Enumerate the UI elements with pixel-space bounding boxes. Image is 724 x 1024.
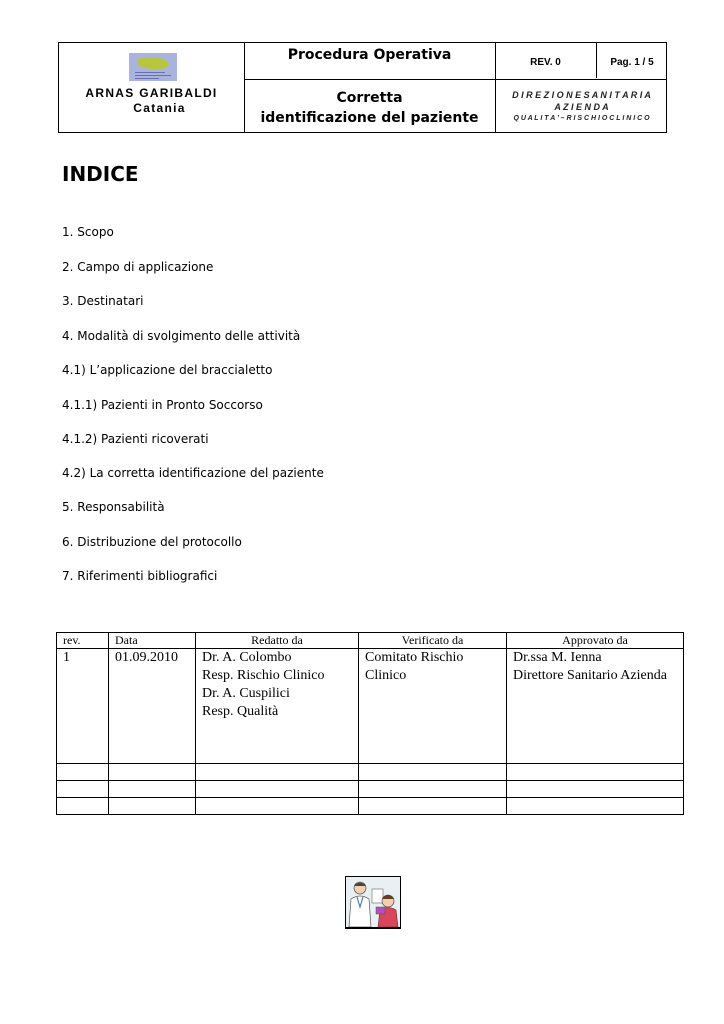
toc-item: 2. Campo di applicazione [62,260,214,274]
col-header-verificato: Verificato da [359,633,507,649]
doctor-patient-icon [345,876,401,929]
page-number: Pag. 1 / 5 [610,57,654,68]
redatto-line: Resp. Qualità [202,704,279,719]
doc-title-line2: identificazione del paziente [260,110,479,126]
cell-date: 01.09.2010 [109,649,196,764]
logo-icon [129,53,177,81]
toc-item: 7. Riferimenti bibliografici [62,569,218,583]
table-row [57,649,684,764]
toc-item: 1. Scopo [62,225,114,239]
toc-item: 4.1.2) Pazienti ricoverati [62,432,209,446]
verificato-line: Comitato Rischio [365,650,464,665]
org-name: ARNAS GARIBALDI [85,86,218,100]
cell-redatto [196,649,359,764]
redatto-line: Resp. Rischio Clinico [202,668,325,683]
index-heading: INDICE [62,162,139,186]
doc-title-line1: Corretta [336,90,403,106]
cell-approvato [507,649,684,764]
toc-item: 4. Modalità di svolgimento delle attività [62,329,301,343]
toc-item: 3. Destinatari [62,294,144,308]
toc-item: 4.2) La corretta identificazione del paziente [62,466,324,480]
col-header-approvato: Approvato da [507,633,684,649]
col-header-rev: rev. [57,633,109,649]
table-header-row [57,633,684,649]
revision-label: REV. 0 [530,57,561,68]
toc-item: 6. Distribuzione del protocollo [62,535,242,549]
table-row-empty [57,798,684,815]
table-row-empty [57,781,684,798]
org-city: Catania [133,101,186,115]
verificato-line: Clinico [365,668,407,683]
col-header-date: Data [109,633,196,649]
approvato-line: Direttore Sanitario Azienda [513,668,667,683]
cell-rev: 1 [57,649,109,764]
cell-verificato [359,649,507,764]
redatto-line: Dr. A. Colombo [202,650,292,665]
toc-item: 4.1) L’applicazione del braccialetto [62,363,273,377]
header-divider [244,79,666,80]
toc-item: 4.1.1) Pazienti in Pronto Soccorso [62,398,263,412]
dept-line1: D I R E Z I O N E S A N I T A R I A [512,90,651,100]
dept-line2: A Z I E N D A [554,102,609,112]
revision-table [56,632,684,815]
dept-line3: Q U A L I T A ’ – R I S C H I O C L I N I C O [513,115,650,122]
document-header [58,42,667,133]
toc-item: 5. Responsabilità [62,500,165,514]
approvato-line: Dr.ssa M. Ienna [513,650,602,665]
redatto-line: Dr. A. Cuspilici [202,686,290,701]
col-header-redatto: Redatto da [196,633,359,649]
table-row-empty [57,764,684,781]
doc-type: Procedura Operativa [287,47,452,63]
